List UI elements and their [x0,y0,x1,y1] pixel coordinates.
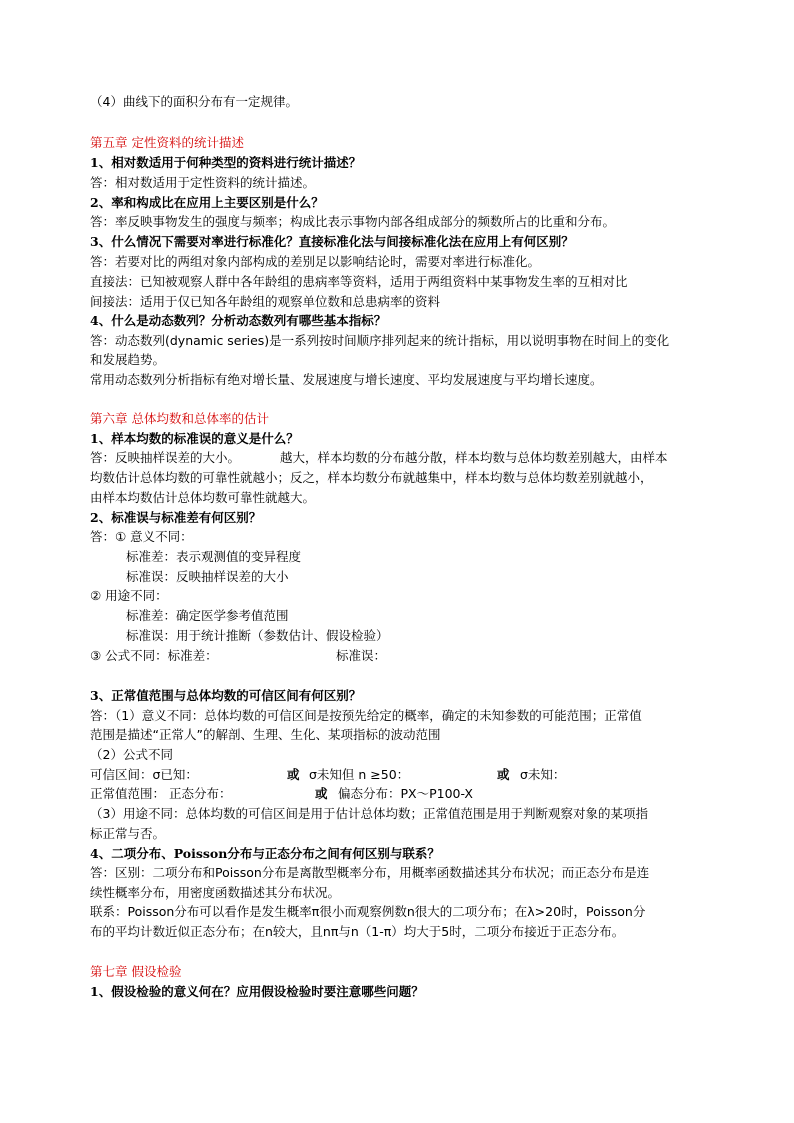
answer-6-4-line3: 联系：Poisson分布可以看作是发生概率π很小而观察例数n很大的二项分布；在λ>20时，Poisson分 [90,904,646,919]
answer-6-3-line3: （2）公式不同 [90,747,173,762]
answer-6-3-normal-range-formula [90,784,714,804]
answer-6-2-sd-meaning: 标准差：表示观测值的变异程度 [126,549,302,564]
answer-6-4-line1: 答：区别：二项分布和Poisson分布是离散型概率分布，用概率函数描述其分布状况；而正态分布是连 [90,865,650,880]
answer-6-2-se-usage: 标准误：用于统计推断（参数估计、假设检验） [126,628,389,643]
answer-6-2-se-meaning: 标准误：反映抽样误差的大小 [126,569,289,584]
question-5-2: 2、率和构成比在应用上主要区别是什么？ [90,195,324,210]
answer-6-1-part1: 答：反映抽样误差的大小。 [90,450,241,465]
ci-sigma-unknown: σ未知： [520,767,566,782]
answer-6-2-usage: ② 用途不同： [90,588,168,603]
question-5-3: 3、什么情况下需要对率进行标准化？直接标准化法与间接标准化法在应用上有何区别？ [90,234,574,249]
chapter-5-heading: 第五章 定性资料的统计描述 [90,135,244,150]
answer-6-3-ci-formula [90,765,714,785]
answer-6-1-part2: 越大，样本均数的分布越分散，样本均数与总体均数差别越大，由样本 [280,450,668,465]
answer-6-2-formula [90,646,714,666]
answer-5-3: 答：若要对比的两组对象内部构成的差别足以影响结论时，需要对率进行标准化。 [90,254,541,269]
answer-5-3-direct: 直接法：已知被观察人群中各年龄组的患病率等资料，适用于两组资料中某事物发生率的互相对比 [90,274,628,289]
question-6-3: 3、正常值范围与总体均数的可信区间有何区别？ [90,688,362,703]
question-5-1: 1、相对数适用于何种类型的资料进行统计描述？ [90,155,362,170]
answer-6-2-formula-se: 标准误： [336,648,387,663]
question-6-2: 2、标准误与标准差有何区别？ [90,510,262,525]
normal-range-normal: 正常值范围： 正态分布： [90,786,232,801]
answer-6-3-line7: 标正常与否。 [90,826,166,841]
answer-6-3-line2: 范围是描述“正常人”的解剖、生理、生化、某项指标的波动范围 [90,727,441,742]
answer-5-3-indirect: 间接法：适用于仅已知各年龄组的观察单位数和总患病率的资料 [90,294,441,309]
answer-6-1-line3: 由样本均数估计总体均数可靠性就越大。 [90,490,316,505]
or-label: 或 [497,767,510,782]
answer-6-2-sd-usage: 标准差：确定医学参考值范围 [126,608,289,623]
or-label: 或 [287,767,300,782]
or-label: 或 [315,786,328,801]
text-line: （4）曲线下的面积分布有一定规律。 [90,94,298,109]
answer-6-2-meaning: 答：① 意义不同： [90,529,193,544]
question-7-1: 1、假设检验的意义何在？应用假设检验时要注意哪些问题？ [90,984,424,999]
chapter-7-heading: 第七章 假设检验 [90,964,182,979]
question-6-4: 4、二项分布、Poisson分布与正态分布之间有何区别与联系？ [90,846,440,861]
answer-6-1-line1 [90,448,714,468]
answer-5-1: 答：相对数适用于定性资料的统计描述。 [90,175,316,190]
answer-6-3-line6: （3）用途不同：总体均数的可信区间是用于估计总体均数；正常值范围是用于判断观察对象的某项指 [90,806,648,821]
answer-6-3-line1: 答：（1）意义不同：总体均数的可信区间是按预先给定的概率，确定的未知参数的可能范围；正常值 [90,708,642,723]
question-6-1: 1、样本均数的标准误的意义是什么？ [90,431,299,446]
answer-6-1-line2: 均数估计总体均数的可靠性就越小；反之，样本均数分布就越集中，样本均数与总体均数差别就越小， [90,470,653,485]
ci-sigma-unknown-large-n: σ未知但 n ≥50： [309,767,410,782]
question-5-4: 4、什么是动态数列？分析动态数列有哪些基本指标？ [90,313,387,328]
answer-6-4-line4: 布的平均计数近似正态分布；在n较大，且nπ与n（1-π）均大于5时，二项分布接近于正态分布。 [90,924,625,939]
answer-5-4-line1: 答：动态数列(dynamic series)是一系列按时间顺序排列起来的统计指标，用以说明事物在时间上的变化 [90,333,670,348]
answer-6-2-formula-sd: ③ 公式不同：标准差： [90,648,218,663]
answer-6-4-line2: 续性概率分布，用密度函数描述其分布状况。 [90,885,341,900]
answer-5-4-line3: 常用动态数列分析指标有绝对增长量、发展速度与增长速度、平均发展速度与平均增长速度。 [90,372,603,387]
normal-range-skewed: 偏态分布：PX～P100-X [338,786,473,801]
answer-5-4-line2: 和发展趋势。 [90,352,166,367]
chapter-6-heading: 第六章 总体均数和总体率的估计 [90,411,269,426]
ci-sigma-known: 可信区间：σ已知： [90,767,198,782]
answer-5-2: 答：率反映事物发生的强度与频率；构成比表示事物内部各组成部分的频数所占的比重和分布。 [90,214,616,229]
